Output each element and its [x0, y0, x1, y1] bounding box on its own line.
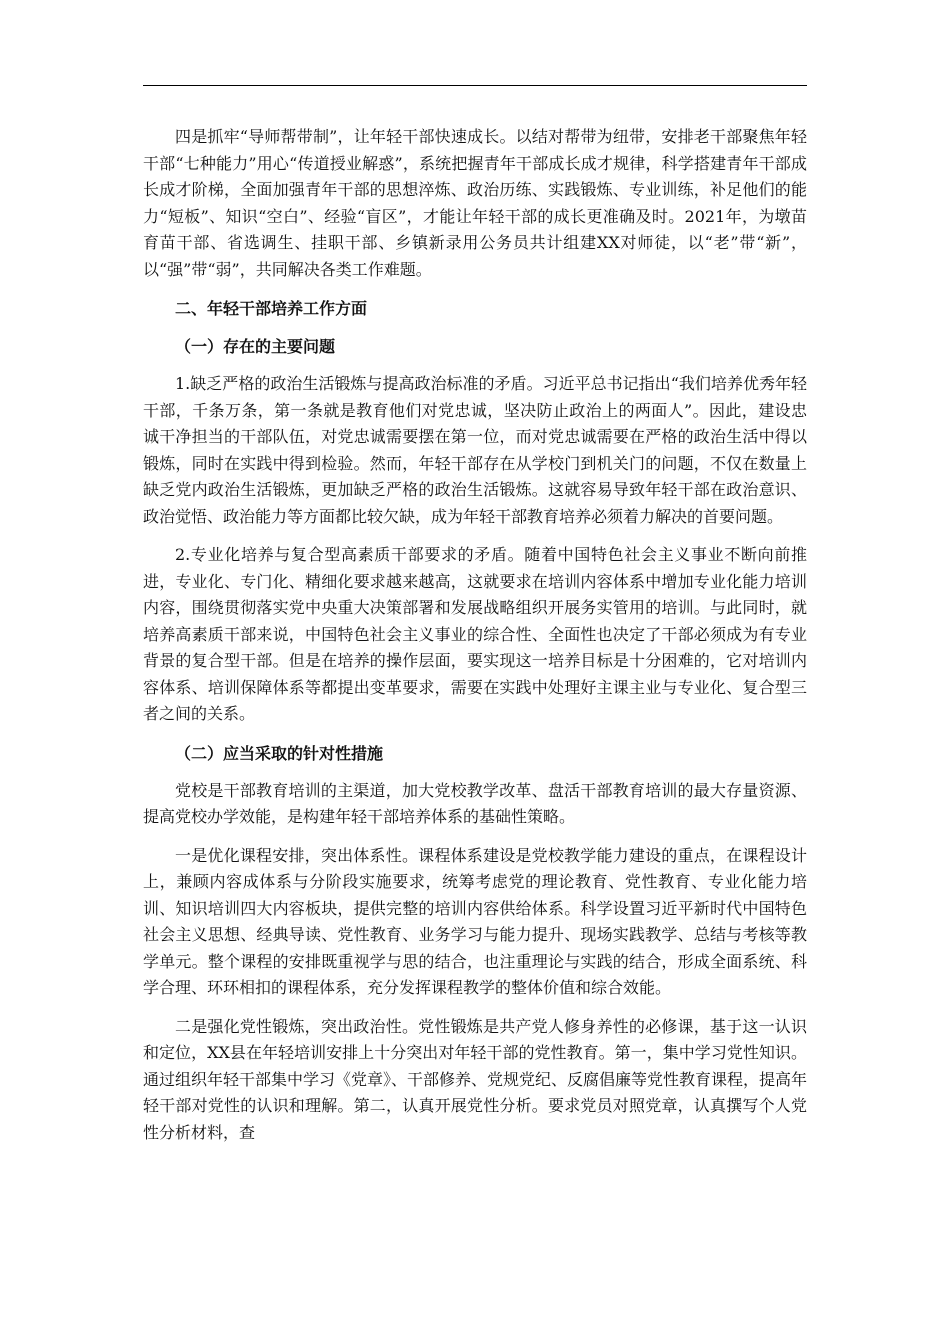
section-heading-young-cadre-training: 二、年轻干部培养工作方面	[175, 299, 368, 318]
paragraph-problem-1: 1.缺乏严格的政治生活锻炼与提高政治标准的矛盾。习近平总书记指出“我们培养优秀年轻干部，千条万条，第一条就是教育他们对党忠诚，坚决防止政治上的两面人”。因此，建设忠诚干净担当的干部队伍，对党忠诚需要摆在第一位，而对党忠诚需要在严格的政治生活中得以锻炼，同时在实践中得到检验。然而，年轻干部存在从学校门到机关门的问题，不仅在数量上缺乏党内政治生活锻炼，更加缺乏严格的政治生活锻炼。这就容易导致年轻干部在政治意识、政治觉悟、政治能力等方面都比较欠缺，成为年轻干部教育培养必须着力解决的首要问题。	[143, 374, 807, 526]
paragraph-party-school: 党校是干部教育培训的主渠道，加大党校教学改革、盘活干部教育培训的最大存量资源、提高党校办学效能，是构建年轻干部培养体系的基础性策略。	[143, 780, 807, 826]
subheading-measures: （二）应当采取的针对性措施	[175, 743, 384, 763]
subheading-main-problems: （一）存在的主要问题	[175, 337, 336, 356]
paragraph-mentor-system: 四是抓牢“导师帮带制”，让年轻干部快速成长。以结对帮带为纽带，安排老干部聚焦年轻干部“七种能力”用心“传道授业解惑”，系统把握青年干部成长成才规律，科学搭建青年干部成长成才阶梯，全面加强青年干部的思想淬炼、政治历练、实践锻炼、专业训练，补足他们的能力“短板”、知识“空白”、经验“盲区”，才能让年轻干部的成长更准确及时。2021年，为墩苗育苗干部、省选调生、挂职干部、乡镇新录用公务员共计组建XX对师徒，以“老”带“新”，以“强”带“弱”，共同解决各类工作难题。	[143, 127, 807, 279]
document-body	[143, 124, 807, 1158]
paragraph-measure-2: 二是强化党性锻炼，突出政治性。党性锻炼是共产党人修身养性的必修课，基于这一认识和定位，XX县在年轻培训安排上十分突出对年轻干部的党性教育。第一，集中学习党性知识。通过组织年轻干部集中学习《党章》、干部修养、党规党纪、反腐倡廉等党性教育课程，提高年轻干部对党性的认识和理解。第二，认真开展党性分析。要求党员对照党章，认真撰写个人党性分析材料，查	[143, 1016, 808, 1142]
header-rule	[143, 85, 807, 86]
paragraph-measure-1: 一是优化课程安排，突出体系性。课程体系建设是党校教学能力建设的重点，在课程设计上，兼顾内容成体系与分阶段实施要求，统筹考虑党的理论教育、党性教育、专业化能力培训、知识培训四大内容板块，提供完整的培训内容供给体系。科学设置习近平新时代中国特色社会主义思想、经典导读、党性教育、业务学习与能力提升、现场实践教学、总结与考核等教学单元。整个课程的安排既重视学与思的结合，也注重理论与实践的结合，形成全面系统、科学合理、环环相扣的课程体系，充分发挥课程教学的整体价值和综合效能。	[143, 845, 807, 997]
paragraph-problem-2: 2.专业化培养与复合型高素质干部要求的矛盾。随着中国特色社会主义事业不断向前推进，专业化、专门化、精细化要求越来越高，这就要求在培训内容体系中增加专业化能力培训内容，围绕贯彻落实党中央重大决策部署和发展战略组织开展务实管用的培训。与此同时，就培养高素质干部来说，中国特色社会主义事业的综合性、全面性也决定了干部必须成为有专业背景的复合型干部。但是在培养的操作层面，要实现这一培养目标是十分困难的，它对培训内容体系、培训保障体系等都提出变革要求，需要在实践中处理好主课主业与专业化、复合型三者之间的关系。	[143, 545, 807, 723]
